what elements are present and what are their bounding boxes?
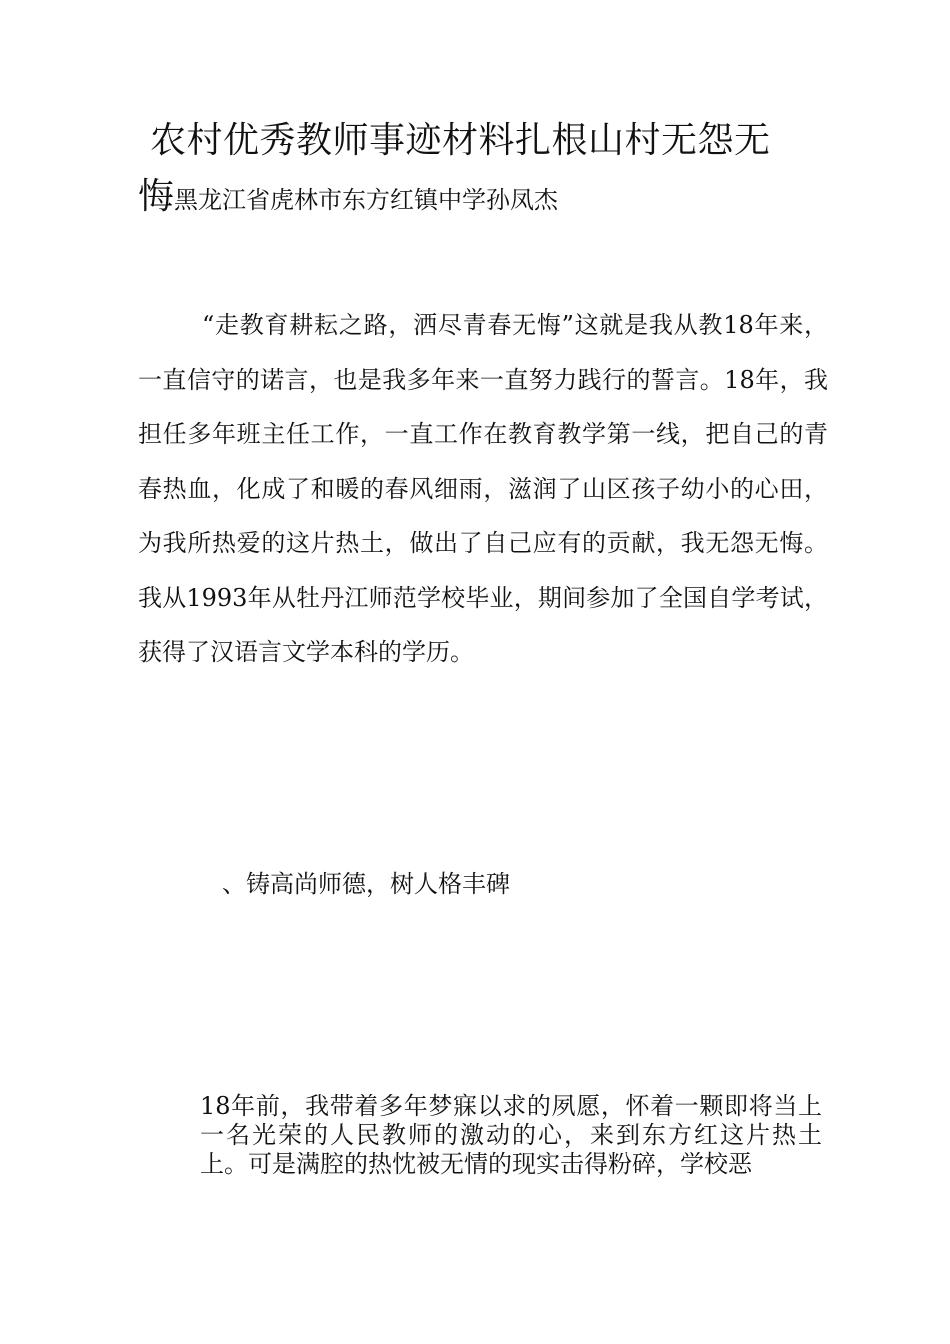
- title-continuation-line: [138, 172, 558, 225]
- body-paragraph-intro: “走教育耕耘之路，洒尽青春无悔”这就是我从教18年来，一直信守的诺言，也是我多年来一直努力践行的誓言。18年，我担任多年班主任工作，一直工作在教育教学第一线，把自己的青春热血，化成了和暖的春风细雨，滋润了山区孩子幼小的心田，为我所热爱的这片热土，做出了自己应有的贡献，我无怨无悔。我从1993年从牡丹江师范学校毕业，期间参加了全国自学考试，获得了汉语言文学本科的学历。: [138, 311, 828, 666]
- document-title-end: 悔: [138, 176, 175, 217]
- author-byline: 黑龙江省虎林市东方红镇中学孙凤杰: [174, 186, 559, 214]
- section-heading: 、铸高尚师德，树人格丰碑: [222, 870, 510, 898]
- document-title: 农村优秀教师事迹材料扎根山村无怨无: [150, 120, 771, 161]
- body-paragraph-section: 18年前，我带着多年梦寐以求的夙愿，怀着一颗即将当上一名光荣的人民教师的激动的心，来到东方红这片热土上。可是满腔的热忱被无情的现实击得粉碎，学校恶: [200, 1092, 822, 1178]
